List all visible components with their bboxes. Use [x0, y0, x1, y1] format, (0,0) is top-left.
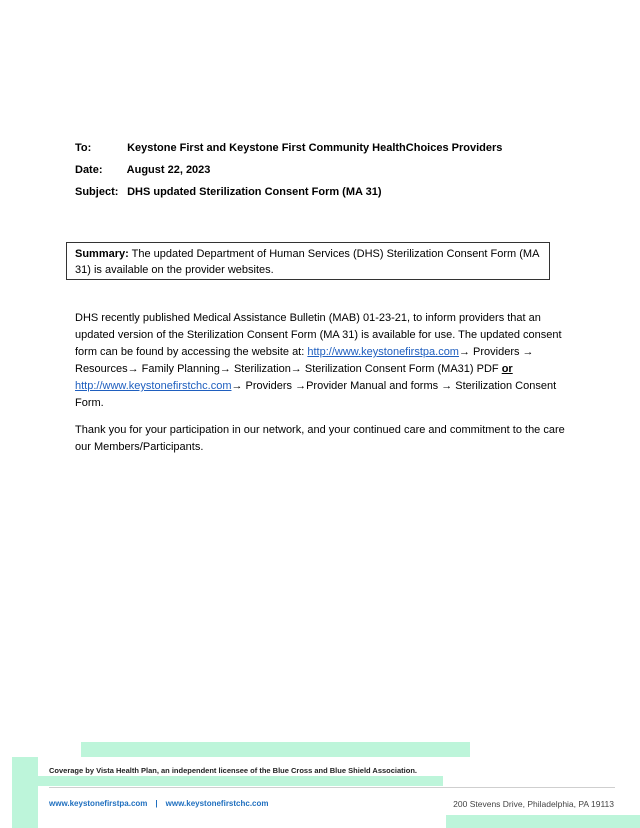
footer-link-keystonefirstpa[interactable]: www.keystonefirstpa.com [49, 799, 148, 808]
footer-link-separator: | [155, 799, 158, 808]
footer-coverage-text: Coverage by Vista Health Plan, an independent licensee of the Blue Cross and Blue Shield Association. [49, 766, 418, 775]
footer-links [49, 799, 269, 808]
subject-line [75, 186, 382, 198]
footer-accent-bar-middle [38, 776, 443, 786]
footer-address: 200 Stevens Drive, Philadelphia, PA 19113 [453, 799, 614, 809]
keystonefirstchc-link[interactable]: http://www.keystonefirstchc.com [75, 380, 232, 392]
footer-accent-bar-left [12, 757, 38, 828]
keystonefirstpa-link[interactable]: http://www.keystonefirstpa.com [307, 346, 459, 358]
or-text: or [501, 363, 513, 375]
summary-text: The updated Department of Human Services (DHS) Sterilization Consent Form (MA 31) is available on the provider websites. [75, 248, 539, 276]
p1-text-1: DHS recently published Medical Assistance Bulletin (MAB) 01-23-21, to inform providers that an updated version of the Sterilization Consent Form (MA 31) is available for use. The updated consent form can be found by accessing the website at: [75, 312, 562, 358]
summary-box [66, 242, 550, 280]
subject-value: DHS updated Sterilization Consent Form (MA 31) [127, 186, 382, 198]
to-line [75, 142, 502, 154]
summary-label: Summary: [75, 248, 129, 260]
date-label: Date: [75, 164, 103, 176]
body-paragraph-1 [75, 310, 567, 412]
p1-text-2: → Providers → Resources→ Family Planning→ Sterilization→ Sterilization Consent Form (MA31) PDF [75, 346, 534, 375]
date-value: August 22, 2023 [126, 164, 211, 176]
date-line [75, 164, 210, 176]
footer-accent-bar-right [446, 815, 640, 828]
subject-label: Subject: [75, 186, 119, 198]
footer-link-keystonefirstchc[interactable]: www.keystonefirstchc.com [165, 799, 269, 808]
body-paragraph-2: Thank you for your participation in our network, and your continued care and commitment to the care our Members/Participants. [75, 424, 565, 453]
footer-accent-bar-top [81, 742, 470, 757]
footer-divider [49, 787, 615, 788]
to-label: To: [75, 142, 92, 154]
p1-text-3: → Providers →Provider Manual and forms → Sterilization Consent Form. [75, 380, 557, 409]
to-value: Keystone First and Keystone First Community HealthChoices Providers [127, 142, 503, 154]
